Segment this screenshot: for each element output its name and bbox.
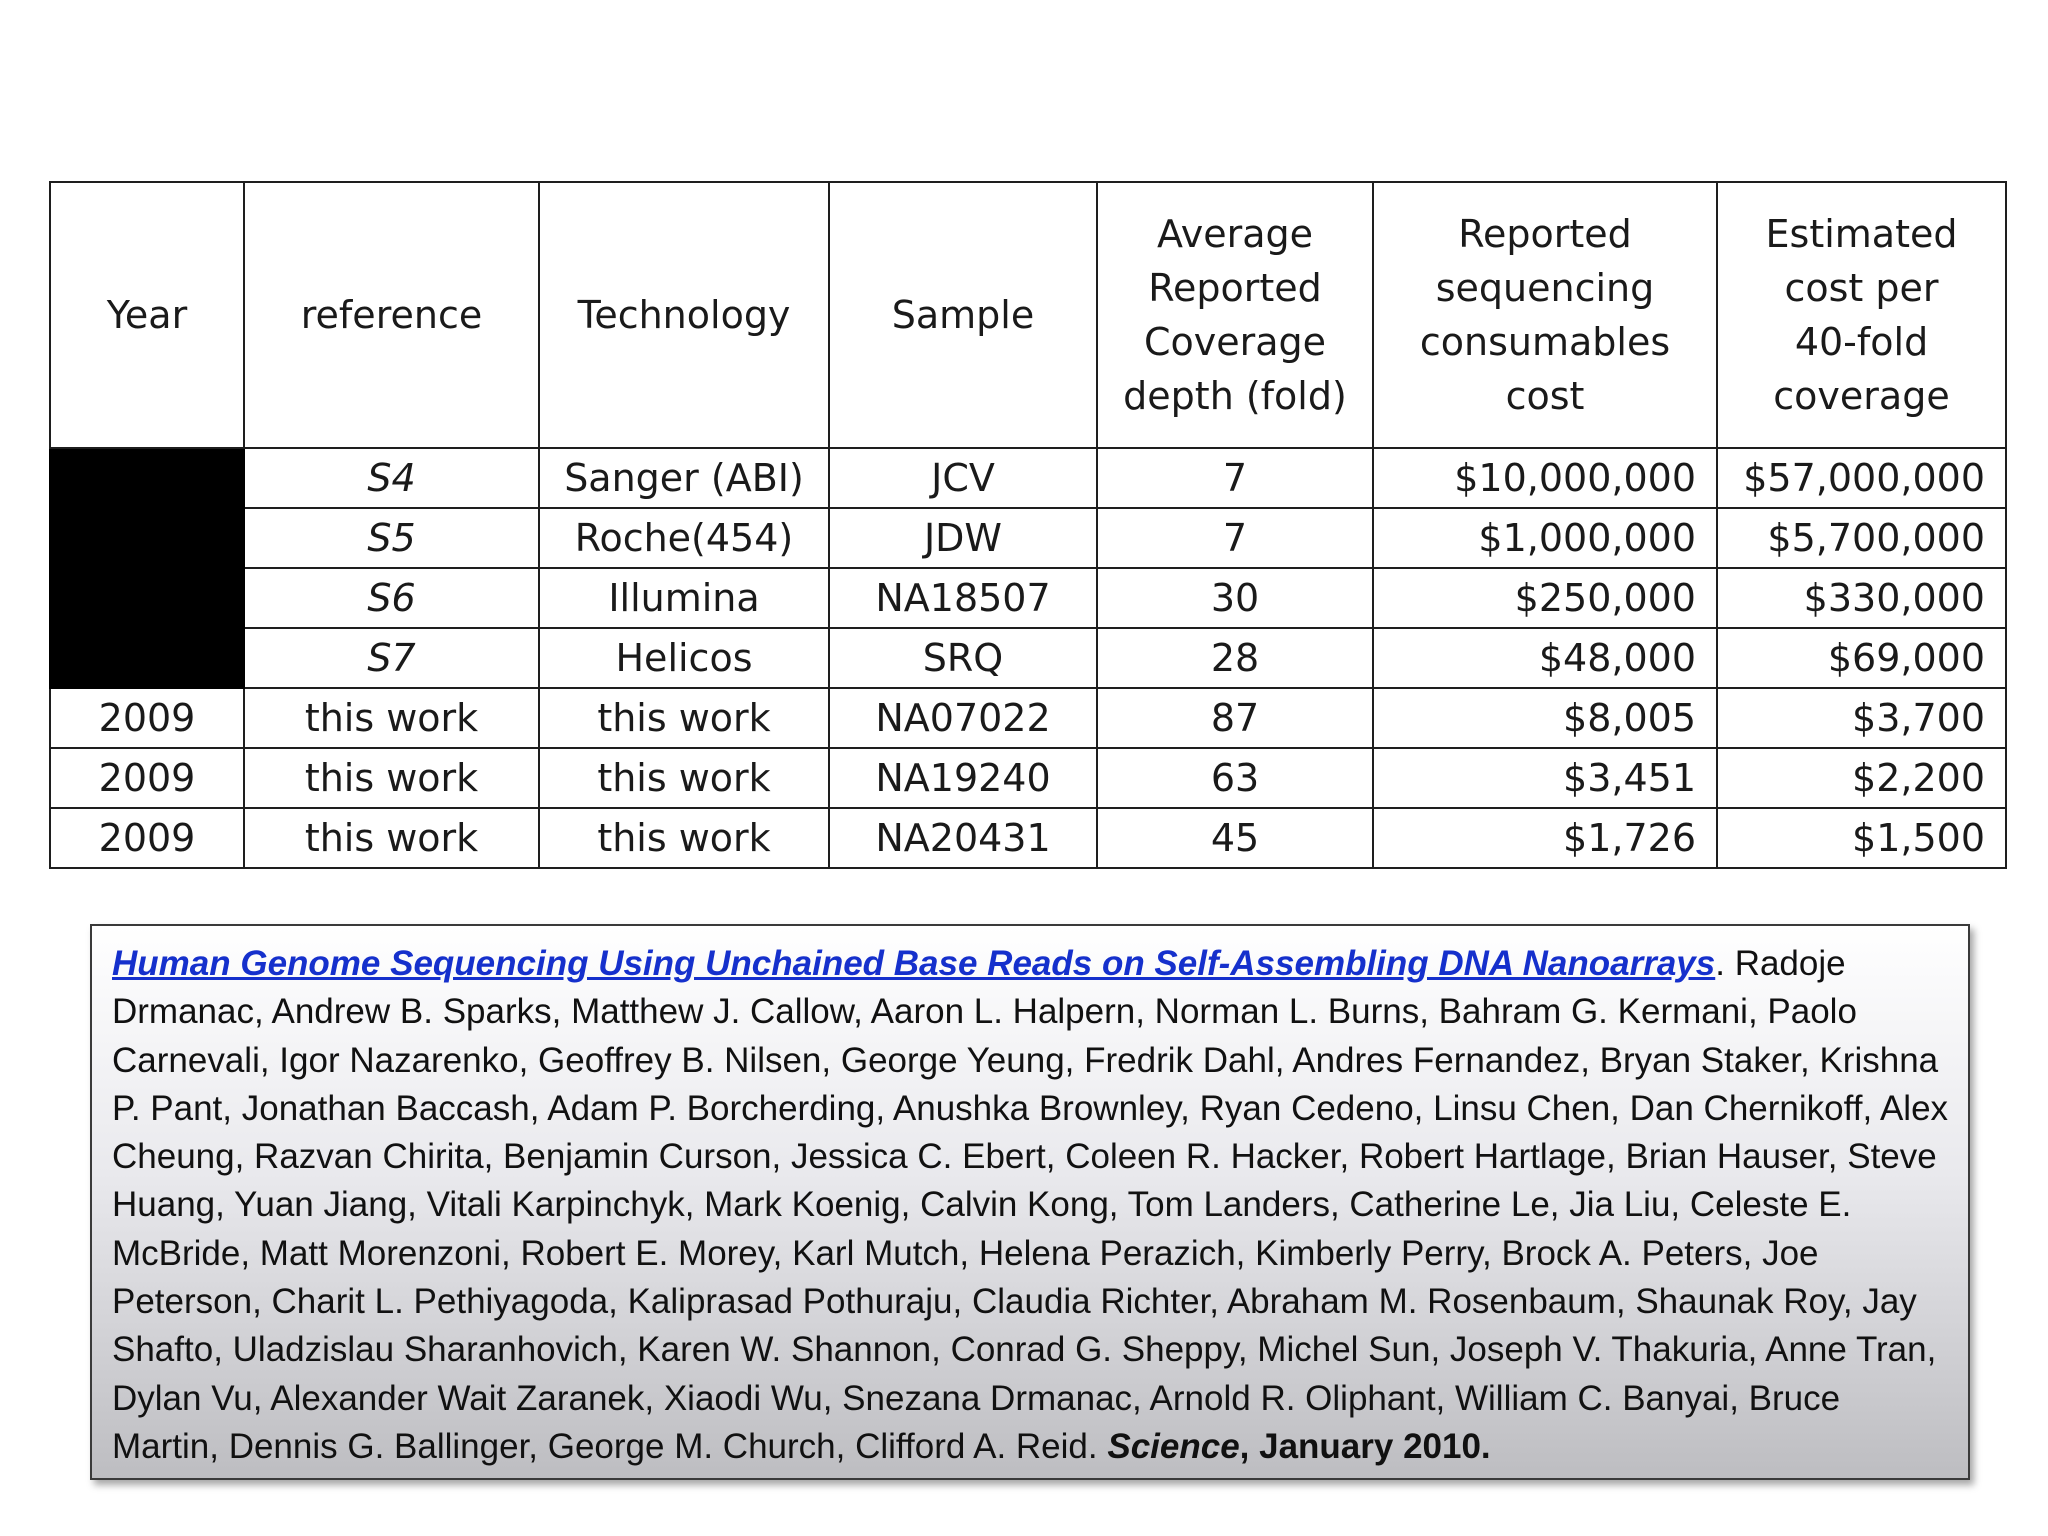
cell-consumables-cost: $48,000	[1373, 628, 1717, 688]
cell-consumables-cost: $250,000	[1373, 568, 1717, 628]
header-reference: reference	[244, 182, 539, 448]
cell-cost-40x: $57,000,000	[1717, 448, 2006, 508]
cell-technology: Illumina	[539, 568, 829, 628]
table-row	[50, 508, 2006, 568]
cell-consumables-cost: $3,451	[1373, 748, 1717, 808]
cell-reference: this work	[244, 748, 539, 808]
header-technology: Technology	[539, 182, 829, 448]
cell-sample: JCV	[829, 448, 1097, 508]
cell-year: 2009	[50, 748, 244, 808]
cell-sample: SRQ	[829, 628, 1097, 688]
cell-coverage: 7	[1097, 448, 1373, 508]
cell-cost-40x: $1,500	[1717, 808, 2006, 868]
citation-title-link[interactable]: Human Genome Sequencing Using Unchained Base Reads on Self-Assembling DNA Nanoarrays	[112, 944, 1716, 983]
cell-coverage: 87	[1097, 688, 1373, 748]
cell-reference: S6	[244, 568, 539, 628]
cell-coverage: 30	[1097, 568, 1373, 628]
cell-reference: S4	[244, 448, 539, 508]
header-consumables-cost: Reported sequencing consumables cost	[1373, 182, 1717, 448]
cell-technology: Helicos	[539, 628, 829, 688]
table-row	[50, 448, 2006, 508]
cell-cost-40x: $2,200	[1717, 748, 2006, 808]
cell-consumables-cost: $1,726	[1373, 808, 1717, 868]
citation-box	[90, 924, 1970, 1480]
sequencing-cost-table	[49, 181, 2007, 869]
header-coverage-depth: Average Reported Coverage depth (fold)	[1097, 182, 1373, 448]
citation-title-period: .	[1715, 944, 1725, 983]
table-row	[50, 568, 2006, 628]
cell-consumables-cost: $10,000,000	[1373, 448, 1717, 508]
cell-technology: Sanger (ABI)	[539, 448, 829, 508]
cell-reference: this work	[244, 688, 539, 748]
cell-sample: NA18507	[829, 568, 1097, 628]
redacted-year-block	[50, 448, 244, 688]
table-header-row	[50, 182, 2006, 448]
header-cost-per-40x: Estimated cost per 40-fold coverage	[1717, 182, 2006, 448]
citation-date: , January 2010.	[1239, 1426, 1491, 1466]
cell-cost-40x: $5,700,000	[1717, 508, 2006, 568]
cell-year: 2009	[50, 688, 244, 748]
cell-coverage: 7	[1097, 508, 1373, 568]
cell-cost-40x: $69,000	[1717, 628, 2006, 688]
cell-technology: this work	[539, 748, 829, 808]
cell-cost-40x: $330,000	[1717, 568, 2006, 628]
table-row	[50, 628, 2006, 688]
cell-technology: Roche(454)	[539, 508, 829, 568]
cell-reference: this work	[244, 808, 539, 868]
cell-sample: NA20431	[829, 808, 1097, 868]
cell-coverage: 63	[1097, 748, 1373, 808]
cell-coverage: 28	[1097, 628, 1373, 688]
cell-year: 2009	[50, 808, 244, 868]
cell-reference: S5	[244, 508, 539, 568]
cell-cost-40x: $3,700	[1717, 688, 2006, 748]
table-row	[50, 808, 2006, 868]
cell-reference: S7	[244, 628, 539, 688]
cell-consumables-cost: $8,005	[1373, 688, 1717, 748]
cell-sample: NA07022	[829, 688, 1097, 748]
cell-consumables-cost: $1,000,000	[1373, 508, 1717, 568]
cell-sample: JDW	[829, 508, 1097, 568]
citation-journal: Science	[1107, 1426, 1240, 1466]
cell-sample: NA19240	[829, 748, 1097, 808]
header-sample: Sample	[829, 182, 1097, 448]
table-row	[50, 688, 2006, 748]
cell-technology: this work	[539, 808, 829, 868]
cell-technology: this work	[539, 688, 829, 748]
citation-authors: Radoje Drmanac, Andrew B. Sparks, Matthew J. Callow, Aaron L. Halpern, Norman L. Burns, Bahram G. Kermani, Paolo Carnevali, Igor Nazarenko, Geoffrey B. Nilsen, George Yeung, Fredrik Dahl, Andres Fernandez, Bryan Staker, Krishna P. Pant, Jonathan Baccash, Adam P. Borcherding, Anushka Brownley, Ryan Cedeno, Linsu Chen, Dan Chernikoff, Alex Cheung, Razvan Chirita, Benjamin Curson, Jessica C. Ebert, Coleen R. Hacker, Robert Hartlage, Brian Hauser, Steve Huang, Yuan Jiang, Vitali Karpinchyk, Mark Koenig, Calvin Kong, Tom Landers, Catherine Le, Jia Liu, Celeste E. McBride, Matt Morenzoni, Robert E. Morey, Karl Mutch, Helena Perazich, Kimberly Perry, Brock A. Peters, Joe Peterson, Charit L. Pethiyagoda, Kaliprasad Pothuraju, Claudia Richter, Abraham M. Rosenbaum, Shaunak Roy, Jay Shafto, Uladzislau Sharanhovich, Karen W. Shannon, Conrad G. Sheppy, Michel Sun, Joseph V. Thakuria, Anne Tran, Dylan Vu, Alexander Wait Zaranek, Xiaodi Wu, Snezana Drmanac, Arnold R. Oliphant, William C. Banyai, Bruce Martin, Dennis G. Ballinger, George M. Church, Clifford A. Reid.	[112, 944, 1949, 1466]
header-year: Year	[50, 182, 244, 448]
table-row	[50, 748, 2006, 808]
cell-coverage: 45	[1097, 808, 1373, 868]
